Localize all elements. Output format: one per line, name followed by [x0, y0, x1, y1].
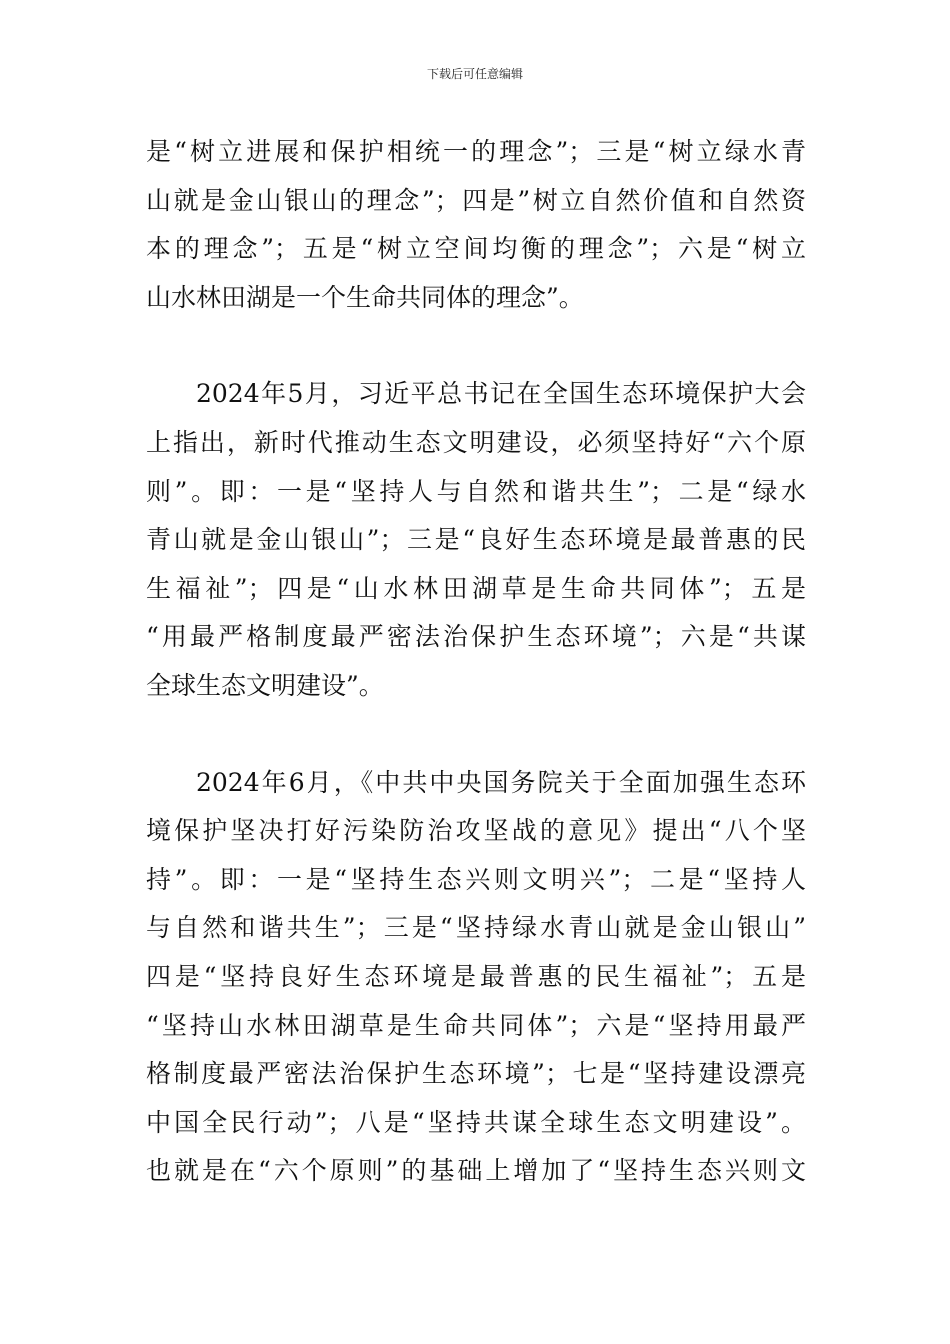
paragraph-line: 青山就是金山银山”；三是“良好生态环境是最普惠的民	[146, 525, 806, 555]
paragraph-spacer	[146, 322, 806, 370]
paragraph-line: 则”。即：一是“坚持人与自然和谐共生”；二是“绿水	[146, 476, 806, 506]
paragraph-line: 是“树立进展和保护相统一的理念”；三是“树立绿水青	[146, 137, 806, 166]
paragraph-line: 生福祉”；四是“山水林田湖草是生命共同体”；五是	[146, 573, 806, 603]
document-body	[146, 128, 806, 1196]
paragraph-2	[146, 370, 806, 710]
paragraph-line: “用最严格制度最严密法治保护生态环境”；六是“共谋	[146, 622, 806, 652]
paragraph-line: 本的理念”；五是“树立空间均衡的理念”；六是“树立	[146, 234, 806, 264]
paragraph-line: 持”。即：一是“坚持生态兴则文明兴”；二是“坚持人	[146, 864, 806, 894]
page-header: 下载后可任意编辑	[426, 67, 523, 81]
paragraph-line: 境保护坚决打好污染防治攻坚战的意见》提出“八个坚	[146, 816, 806, 846]
paragraph-line: “坚持山水林田湖草是生命共同体”；六是“坚持用最严	[146, 1010, 806, 1040]
paragraph-line: 山就是金山银山的理念”；四是”树立自然价值和自然资	[146, 185, 806, 215]
paragraph-1	[146, 128, 806, 322]
paragraph-line: 2024年5月，习近平总书记在全国生态环境保护大会	[196, 379, 806, 409]
paragraph-line: 四是“坚持良好生态环境是最普惠的民生福祉”；五是	[146, 961, 806, 991]
paragraph-line: 上指出，新时代推动生态文明建设，必须坚持好“六个原	[146, 427, 806, 457]
paragraph-spacer	[146, 711, 806, 759]
paragraph-line: 全球生态文明建设”。	[146, 670, 384, 700]
paragraph-line: 山水林田湖是一个生命共同体的理念”。	[146, 282, 584, 312]
paragraph-line: 2024年6月，《中共中央国务院关于全面加强生态环	[196, 767, 806, 797]
paragraph-3	[146, 759, 806, 1196]
paragraph-line: 中国全民行动”；八是“坚持共谋全球生态文明建设”。	[146, 1107, 806, 1137]
paragraph-line: 格制度最严密法治保护生态环境”；七是“坚持建设漂亮	[146, 1059, 806, 1089]
paragraph-line: 与自然和谐共生”；三是“坚持绿水青山就是金山银山”	[146, 913, 806, 943]
paragraph-line: 也就是在“六个原则”的基础上增加了“坚持生态兴则文	[146, 1156, 806, 1186]
